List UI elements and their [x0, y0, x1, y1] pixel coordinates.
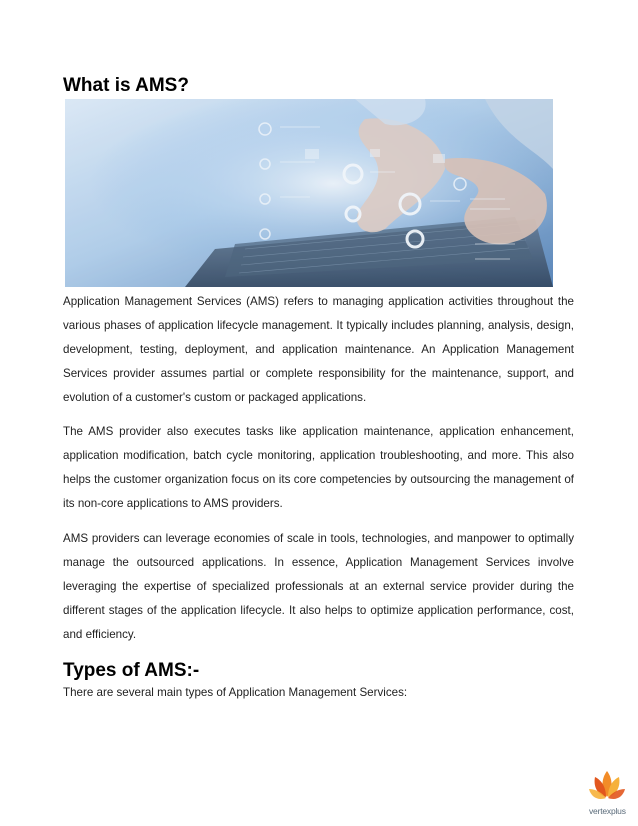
types-intro-text: There are several main types of Application Management Services: — [63, 686, 408, 699]
paragraph-ams-definition: Application Management Services (AMS) refers to managing application activities throughout the various phases of application lifecycle management. It typically includes planning, analysis, design, development, testing, deployment, and application maintenance. An Application Management Services provider assumes partial or complete responsibility for the maintenance, support, and evolution of a customer's custom or packaged applications. — [63, 295, 574, 404]
paragraph-ams-economies: AMS providers can leverage economies of scale in tools, technologies, and manpower to optimally manage the outsourced applications. In essence, Application Management Services involve leveraging the expertise of specialized professionals at an external service provider during the different stages of the application lifecycle. It also helps to optimize application performance, cost, and efficiency. — [63, 532, 574, 641]
laptop-hands-illustration — [65, 99, 553, 287]
heading-types-of-ams: Types of AMS:- — [63, 660, 200, 681]
logo-text: vertexplus — [589, 806, 626, 816]
heading-what-is-ams: What is AMS? — [63, 75, 189, 96]
lotus-logo-icon — [585, 767, 630, 807]
hero-image — [65, 99, 553, 287]
paragraph-ams-provider-tasks: The AMS provider also executes tasks like application maintenance, application enhancement, application modification, batch cycle monitoring, application troubleshooting, and more. This also helps the customer organization focus on its core competencies by outsourcing the management of its non-core applications to AMS providers. — [63, 425, 574, 510]
